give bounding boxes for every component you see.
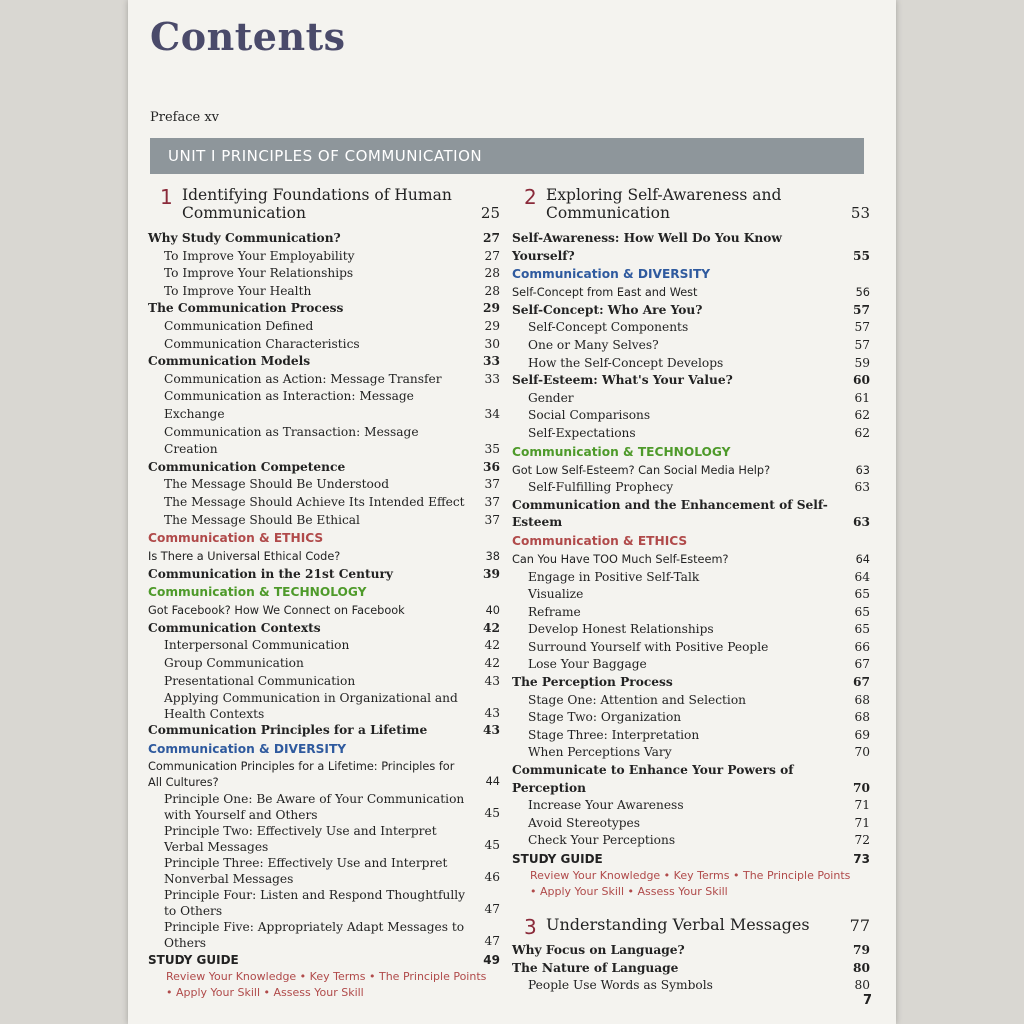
entry-page: 64 bbox=[854, 569, 870, 584]
entry-title: Check Your Perceptions bbox=[528, 833, 676, 848]
chapter-title: Understanding Verbal Messages bbox=[546, 915, 810, 934]
toc-entry bbox=[148, 637, 500, 655]
entry-title: Avoid Stereotypes bbox=[528, 815, 640, 830]
toc-entry bbox=[148, 459, 500, 477]
left-column bbox=[148, 186, 500, 1001]
toc-entry bbox=[512, 942, 870, 960]
toc-entry bbox=[512, 390, 870, 408]
entry-title: Got Low Self-Esteem? Can Social Media Help? bbox=[512, 463, 771, 477]
entry-title: Communication in the 21st Century bbox=[148, 566, 394, 581]
toc-entry bbox=[148, 494, 500, 512]
toc-entry bbox=[148, 476, 500, 494]
entry-page: 55 bbox=[853, 248, 870, 263]
toc-entry bbox=[512, 815, 870, 833]
entry-page: 65 bbox=[854, 587, 870, 602]
toc-entry bbox=[148, 655, 500, 673]
entry-page: 62 bbox=[854, 425, 870, 440]
right-column bbox=[512, 186, 870, 995]
entry-page: 49 bbox=[483, 952, 500, 967]
chapter-number: 2 bbox=[524, 185, 537, 209]
entry-page: 46 bbox=[484, 870, 500, 885]
entry-title: Communication Contexts bbox=[148, 620, 321, 635]
entry-title: Principle Five: Appropriately Adapt Messages to Others bbox=[164, 919, 465, 950]
toc-entry bbox=[148, 690, 500, 722]
entry-title: The Message Should Achieve Its Intended Effect bbox=[164, 494, 465, 509]
entry-page: 34 bbox=[484, 406, 500, 421]
entry-page: 35 bbox=[484, 442, 500, 457]
preface-entry: Preface xv bbox=[150, 110, 219, 125]
book-page bbox=[128, 0, 896, 1024]
entry-page: 57 bbox=[854, 337, 870, 352]
entry-page: 69 bbox=[854, 727, 870, 742]
entry-title: STUDY GUIDE bbox=[148, 952, 239, 967]
toc-entry bbox=[148, 371, 500, 389]
toc-entry bbox=[148, 265, 500, 283]
toc-entry bbox=[148, 791, 500, 823]
entry-title: Social Comparisons bbox=[528, 408, 651, 423]
entry-title: Communication Principles for a Lifetime: Principles for All Cultures? bbox=[148, 759, 455, 789]
toc-entry bbox=[512, 604, 870, 622]
chapter-number: 1 bbox=[160, 185, 173, 209]
entry-page: 33 bbox=[483, 354, 500, 369]
entry-title: Reframe bbox=[528, 604, 581, 619]
entry-page: 71 bbox=[854, 815, 870, 830]
entry-page: 28 bbox=[484, 266, 500, 281]
toc-entry bbox=[512, 302, 870, 320]
entry-page: 63 bbox=[855, 463, 870, 477]
entry-title: Self-Awareness: How Well Do You Know Yourself? bbox=[512, 231, 782, 263]
entry-page: 39 bbox=[483, 566, 500, 581]
toc-entry bbox=[148, 512, 500, 530]
toc-entry bbox=[148, 336, 500, 354]
entry-title: Communication Characteristics bbox=[164, 336, 360, 351]
toc-entry bbox=[512, 797, 870, 815]
entry-page: 72 bbox=[854, 833, 870, 848]
toc-entry bbox=[512, 479, 870, 497]
entry-title: Principle Four: Listen and Respond Thoughtfully to Others bbox=[164, 887, 465, 918]
entry-title: Self-Concept from East and West bbox=[512, 286, 698, 300]
entry-page: 42 bbox=[484, 638, 500, 653]
toc-entry bbox=[148, 566, 500, 584]
entry-title: Increase Your Awareness bbox=[528, 798, 684, 813]
entry-page: 28 bbox=[484, 283, 500, 298]
toc-entry bbox=[512, 569, 870, 587]
entry-title: Presentational Communication bbox=[164, 673, 356, 688]
entry-page: 27 bbox=[484, 248, 500, 263]
entry-title: Applying Communication in Organizational and Health Contexts bbox=[164, 691, 458, 722]
toc-entry bbox=[148, 230, 500, 248]
entry-title: Communication Models bbox=[148, 354, 311, 369]
entry-page: 27 bbox=[483, 231, 500, 245]
entry-page: 37 bbox=[484, 494, 500, 509]
chapter-3-entries bbox=[512, 942, 870, 995]
entry-page: 42 bbox=[483, 620, 500, 635]
entry-page: 59 bbox=[854, 355, 870, 370]
entry-title: Why Study Communication? bbox=[148, 231, 341, 245]
entry-page: 43 bbox=[484, 673, 500, 688]
toc-entry bbox=[512, 337, 870, 355]
toc-entry bbox=[512, 407, 870, 425]
toc-entry bbox=[148, 919, 500, 951]
entry-title: Communicate to Enhance Your Powers of Perception bbox=[512, 763, 794, 795]
chapter-page: 77 bbox=[849, 916, 870, 935]
entry-page: 43 bbox=[484, 705, 500, 720]
entry-title: Surround Yourself with Positive People bbox=[528, 639, 769, 654]
toc-entry bbox=[148, 759, 500, 791]
chapter-1-entries bbox=[148, 230, 500, 969]
entry-title: The Perception Process bbox=[512, 675, 673, 690]
toc-entry bbox=[512, 674, 870, 692]
study-guide-entry bbox=[148, 951, 500, 969]
entry-page: 29 bbox=[484, 318, 500, 333]
entry-page: 73 bbox=[853, 852, 870, 866]
entry-title: Visualize bbox=[528, 587, 584, 602]
toc-entry bbox=[148, 722, 500, 740]
entry-page: 36 bbox=[483, 459, 500, 474]
entry-page: 65 bbox=[854, 604, 870, 619]
toc-entry bbox=[148, 424, 500, 459]
entry-title: People Use Words as Symbols bbox=[528, 978, 713, 993]
entry-title: Self-Concept Components bbox=[528, 320, 689, 335]
entry-title: Communication as Transaction: Message Creation bbox=[164, 424, 419, 457]
entry-title: Principle Two: Effectively Use and Interpret Verbal Messages bbox=[164, 823, 437, 854]
toc-entry bbox=[512, 462, 870, 480]
toc-entry bbox=[512, 656, 870, 674]
toc-entry bbox=[512, 284, 870, 302]
feature-heading: Communication & DIVERSITY bbox=[512, 267, 711, 282]
toc-entry bbox=[148, 388, 500, 423]
chapter-2-heading bbox=[512, 186, 870, 222]
chapter-number: 3 bbox=[524, 915, 537, 939]
toc-entry bbox=[512, 425, 870, 443]
chapter-3-heading bbox=[512, 916, 870, 938]
entry-page: 63 bbox=[854, 480, 870, 495]
feature-heading: Communication & ETHICS bbox=[148, 531, 324, 546]
toc-entry bbox=[148, 353, 500, 371]
toc-entry bbox=[512, 621, 870, 639]
entry-page: 68 bbox=[854, 692, 870, 707]
entry-title: Communication as Interaction: Message Exchange bbox=[164, 389, 414, 421]
entry-title: Communication and the Enhancement of Self-Esteem bbox=[512, 497, 828, 530]
entry-title: How the Self-Concept Develops bbox=[528, 355, 724, 370]
entry-page: 62 bbox=[854, 408, 870, 423]
unit-banner: UNIT I PRINCIPLES OF COMMUNICATION bbox=[150, 138, 864, 174]
feature-heading: Communication & TECHNOLOGY bbox=[148, 585, 367, 600]
entry-page: 33 bbox=[484, 371, 500, 386]
feature-heading: Communication & ETHICS bbox=[512, 533, 688, 548]
chapter-title: Exploring Self-Awareness and Communication bbox=[546, 186, 782, 222]
entry-page: 57 bbox=[853, 302, 870, 317]
study-guide-entry bbox=[512, 850, 870, 868]
entry-title: Self-Concept: Who Are You? bbox=[512, 302, 703, 317]
entry-title: The Message Should Be Ethical bbox=[164, 512, 360, 527]
entry-page: 45 bbox=[484, 838, 500, 853]
entry-page: 37 bbox=[484, 512, 500, 527]
entry-title: One or Many Selves? bbox=[528, 337, 659, 352]
entry-title: Group Communication bbox=[164, 656, 304, 671]
toc-entry bbox=[512, 709, 870, 727]
toc-entry bbox=[512, 960, 870, 978]
toc-entry bbox=[512, 230, 870, 265]
toc-entry bbox=[512, 372, 870, 390]
entry-title: Why Focus on Language? bbox=[512, 943, 685, 957]
toc-entry bbox=[512, 639, 870, 657]
entry-title: Interpersonal Communication bbox=[164, 638, 350, 653]
toc-entry bbox=[148, 318, 500, 336]
feature-heading: Communication & TECHNOLOGY bbox=[512, 444, 731, 459]
entry-page: 70 bbox=[854, 745, 870, 760]
toc-entry bbox=[512, 832, 870, 850]
entry-title: Communication Principles for a Lifetime bbox=[148, 723, 428, 738]
entry-page: 70 bbox=[853, 780, 870, 795]
toc-entry bbox=[512, 744, 870, 762]
entry-title: Stage Two: Organization bbox=[528, 710, 682, 725]
study-guide-items: Review Your Knowledge • Key Terms • The Principle Points bbox=[530, 869, 851, 882]
chapter-page: 25 bbox=[480, 204, 500, 222]
entry-title: Stage One: Attention and Selection bbox=[528, 692, 747, 707]
entry-title: Self-Expectations bbox=[528, 425, 636, 440]
chapter-title: Identifying Foundations of Human Communication bbox=[182, 186, 452, 222]
page-number: 7 bbox=[862, 993, 872, 1008]
chapter-page: 53 bbox=[850, 204, 870, 222]
toc-entry bbox=[512, 586, 870, 604]
entry-page: 63 bbox=[853, 515, 870, 530]
entry-page: 57 bbox=[854, 320, 870, 335]
study-guide-items: • Apply Your Skill • Assess Your Skill bbox=[166, 985, 364, 999]
entry-title: STUDY GUIDE bbox=[512, 852, 603, 866]
chapter-2-entries bbox=[512, 230, 870, 868]
toc-entry bbox=[512, 977, 870, 995]
toc-entry bbox=[512, 692, 870, 710]
toc-entry bbox=[148, 602, 500, 620]
entry-title: Communication Competence bbox=[148, 459, 346, 474]
entry-page: 67 bbox=[854, 657, 870, 672]
entry-page: 44 bbox=[485, 775, 500, 789]
toc-entry bbox=[512, 319, 870, 337]
entry-page: 71 bbox=[854, 798, 870, 813]
toc-entry bbox=[512, 762, 870, 797]
entry-title: Got Facebook? How We Connect on Facebook bbox=[148, 604, 405, 618]
study-guide-items: Review Your Knowledge • Key Terms • The Principle Points bbox=[166, 969, 487, 983]
entry-page: 61 bbox=[854, 390, 870, 405]
entry-page: 60 bbox=[853, 373, 870, 388]
toc-entry bbox=[512, 497, 870, 532]
entry-title: To Improve Your Employability bbox=[164, 248, 355, 263]
entry-title: Gender bbox=[528, 390, 574, 405]
toc-entry bbox=[148, 548, 500, 566]
entry-title: The Communication Process bbox=[148, 301, 344, 316]
toc-entry bbox=[148, 283, 500, 301]
entry-page: 80 bbox=[854, 978, 870, 993]
toc-entry bbox=[148, 248, 500, 266]
entry-title: The Nature of Language bbox=[512, 960, 679, 975]
entry-page: 37 bbox=[484, 477, 500, 492]
entry-page: 47 bbox=[484, 902, 500, 917]
entry-page: 45 bbox=[484, 806, 500, 821]
toc-entry bbox=[148, 300, 500, 318]
entry-page: 40 bbox=[485, 604, 500, 618]
entry-title: Engage in Positive Self-Talk bbox=[528, 569, 700, 584]
entry-title: Communication as Action: Message Transfer bbox=[164, 371, 442, 386]
page-title: Contents bbox=[150, 14, 346, 59]
toc-entry bbox=[148, 620, 500, 638]
entry-title: Principle One: Be Aware of Your Communication with Yourself and Others bbox=[164, 791, 465, 822]
feature-heading: Communication & DIVERSITY bbox=[148, 741, 347, 756]
entry-page: 38 bbox=[485, 550, 500, 564]
entry-page: 79 bbox=[853, 943, 870, 957]
toc-entry bbox=[148, 887, 500, 919]
entry-page: 29 bbox=[483, 301, 500, 316]
entry-title: Communication Defined bbox=[164, 318, 314, 333]
entry-page: 64 bbox=[855, 552, 870, 566]
entry-page: 67 bbox=[853, 675, 870, 690]
entry-page: 47 bbox=[484, 934, 500, 949]
entry-page: 68 bbox=[854, 710, 870, 725]
entry-title: Self-Esteem: What's Your Value? bbox=[512, 373, 733, 388]
toc-entry bbox=[148, 823, 500, 855]
entry-title: Develop Honest Relationships bbox=[528, 622, 714, 637]
toc-entry bbox=[512, 727, 870, 745]
chapter-1-heading bbox=[148, 186, 500, 222]
entry-title: Self-Fulfilling Prophecy bbox=[528, 480, 674, 495]
entry-title: Principle Three: Effectively Use and Interpret Nonverbal Messages bbox=[164, 855, 448, 886]
study-guide-items: • Apply Your Skill • Assess Your Skill bbox=[530, 885, 728, 898]
entry-page: 66 bbox=[854, 639, 870, 654]
toc-entry bbox=[512, 355, 870, 373]
entry-title: To Improve Your Health bbox=[164, 283, 312, 298]
entry-title: The Message Should Be Understood bbox=[164, 477, 390, 492]
entry-page: 42 bbox=[484, 656, 500, 671]
entry-page: 30 bbox=[484, 336, 500, 351]
entry-page: 56 bbox=[855, 286, 870, 300]
entry-title: Is There a Universal Ethical Code? bbox=[148, 550, 341, 564]
entry-title: Can You Have TOO Much Self-Esteem? bbox=[512, 552, 729, 566]
toc-entry bbox=[512, 551, 870, 569]
entry-title: Stage Three: Interpretation bbox=[528, 727, 700, 742]
toc-entry bbox=[148, 673, 500, 691]
entry-title: When Perceptions Vary bbox=[528, 745, 672, 760]
toc-entry bbox=[148, 855, 500, 887]
entry-page: 65 bbox=[854, 622, 870, 637]
entry-page: 80 bbox=[853, 960, 870, 975]
entry-title: Lose Your Baggage bbox=[528, 657, 647, 672]
entry-title: To Improve Your Relationships bbox=[164, 266, 354, 281]
entry-page: 43 bbox=[483, 723, 500, 738]
